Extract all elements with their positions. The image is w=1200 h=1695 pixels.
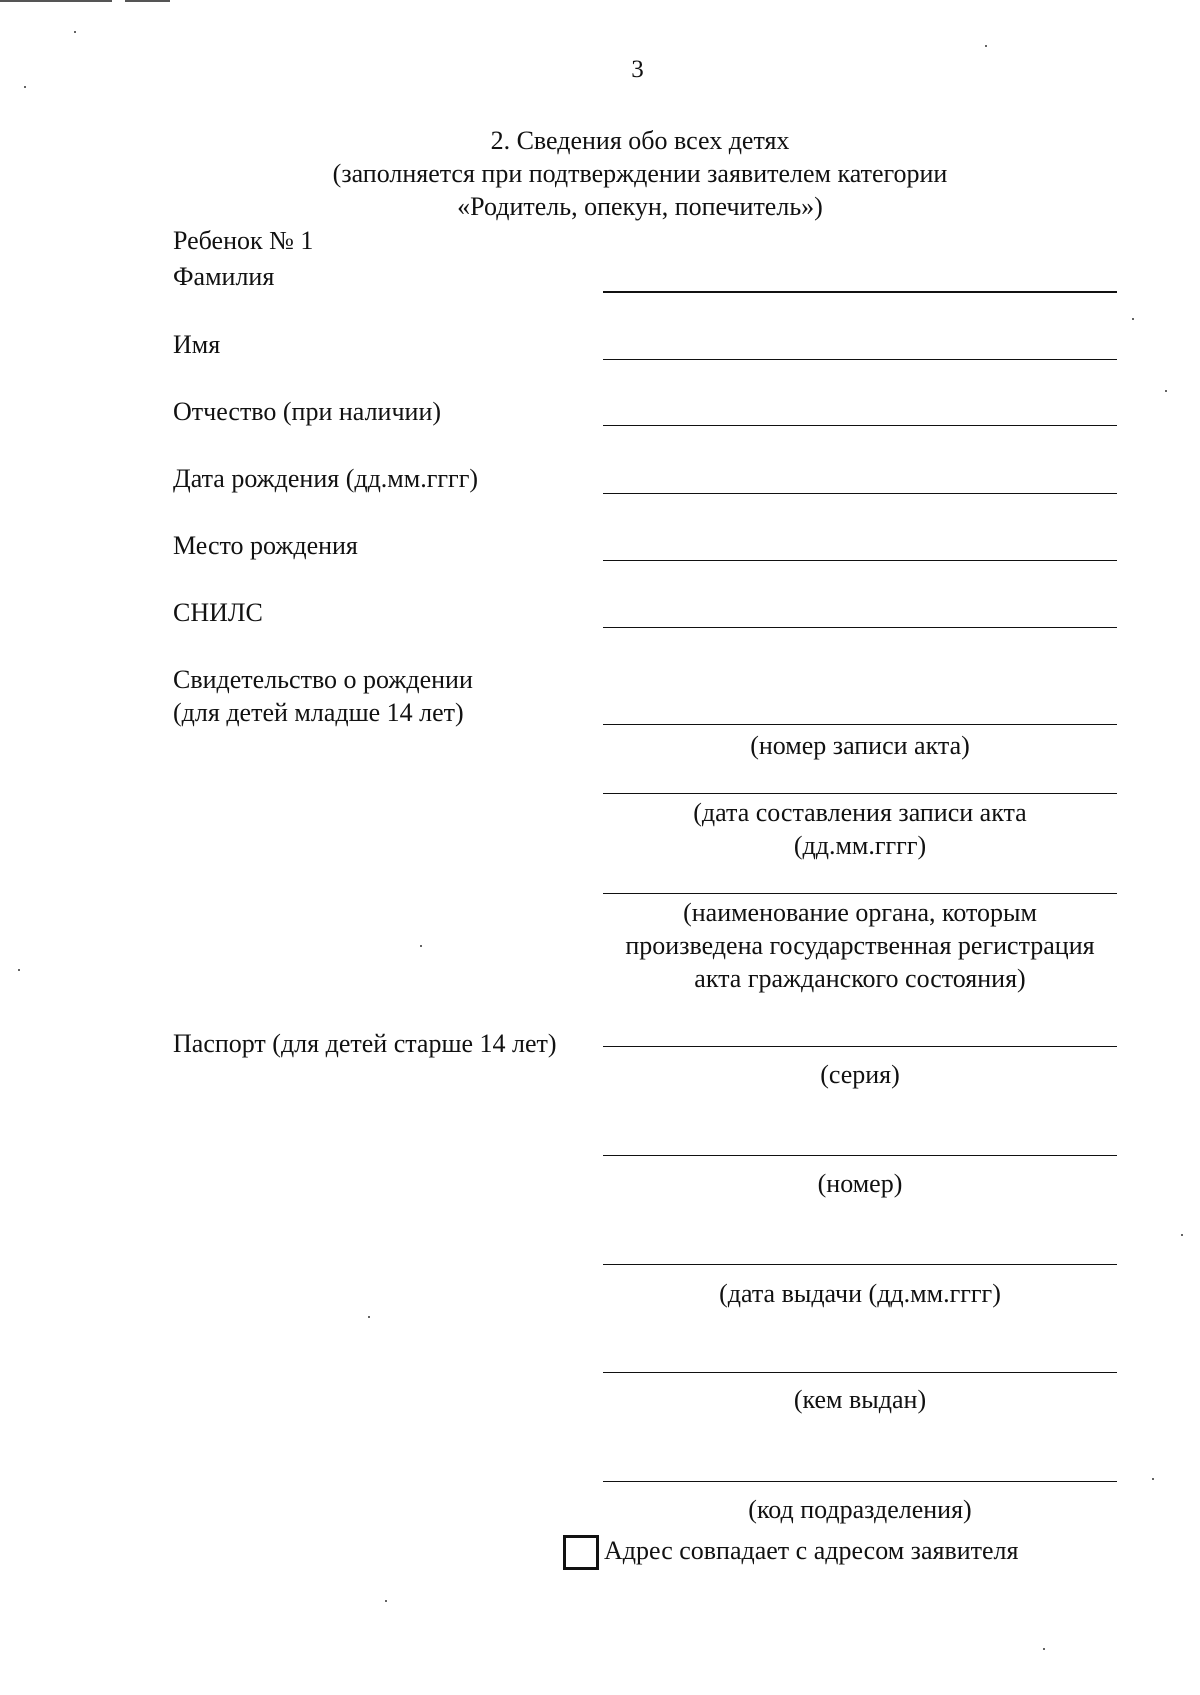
registration-authority-caption: произведена государственная регистрация	[625, 931, 1095, 960]
address-match-checkbox[interactable]	[563, 1535, 599, 1570]
registration-authority-caption: (наименование органа, которым	[683, 898, 1037, 927]
snils-label: СНИЛС	[173, 598, 263, 627]
act-date-caption: (дата составления записи акта	[693, 798, 1027, 827]
scan-speck	[1181, 1234, 1183, 1236]
passport-series-caption: (серия)	[820, 1060, 900, 1089]
name-label: Имя	[173, 330, 221, 359]
passport-issued-by-field[interactable]	[603, 1372, 1117, 1373]
scan-speck	[385, 1600, 387, 1602]
patronymic-label: Отчество (при наличии)	[173, 397, 442, 426]
birth-date-field[interactable]	[603, 493, 1117, 494]
surname-label: Фамилия	[173, 262, 275, 291]
section-subtitle-line: «Родитель, опекун, попечитель»)	[457, 192, 823, 221]
registration-authority-caption: акта гражданского состояния)	[694, 964, 1026, 993]
act-number-caption: (номер записи акта)	[750, 731, 970, 760]
birth-certificate-note: (для детей младше 14 лет)	[173, 698, 464, 727]
act-date-format-caption: (дд.мм.гггг)	[793, 831, 927, 860]
scan-speck	[18, 969, 20, 971]
section-title-line: 2. Сведения обо всех детях	[490, 126, 790, 155]
passport-series-field[interactable]	[603, 1046, 1117, 1047]
birth-date-label: Дата рождения (дд.мм.гггг)	[173, 464, 479, 493]
scan-speck	[420, 945, 422, 947]
passport-issue-date-field[interactable]	[603, 1264, 1117, 1265]
scan-speck	[74, 31, 76, 33]
surname-field[interactable]	[603, 291, 1117, 293]
passport-number-caption: (номер)	[817, 1169, 903, 1198]
passport-number-field[interactable]	[603, 1155, 1117, 1156]
passport-label: Паспорт (для детей старше 14 лет)	[173, 1029, 557, 1058]
act-date-field[interactable]	[603, 793, 1117, 794]
birth-place-label: Место рождения	[173, 531, 358, 560]
scan-mark	[0, 0, 112, 2]
scan-speck	[1165, 390, 1167, 392]
name-field[interactable]	[603, 359, 1117, 360]
act-number-field[interactable]	[603, 724, 1117, 725]
division-code-caption: (код подразделения)	[748, 1495, 972, 1524]
page-number: 3	[631, 56, 644, 83]
section-title	[260, 124, 1020, 223]
snils-field[interactable]	[603, 627, 1117, 628]
patronymic-field[interactable]	[603, 425, 1117, 426]
section-subtitle-line: (заполняется при подтверждении заявителем категории	[332, 159, 948, 188]
birth-place-field[interactable]	[603, 560, 1117, 561]
child-heading: Ребенок № 1	[173, 226, 314, 255]
division-code-field[interactable]	[603, 1481, 1117, 1482]
scan-mark	[125, 0, 170, 2]
address-match-label: Адрес совпадает с адресом заявителя	[604, 1536, 1019, 1565]
registration-authority-field[interactable]	[603, 893, 1117, 894]
scan-speck	[985, 45, 987, 47]
scan-speck	[1132, 318, 1134, 320]
passport-issue-date-caption: (дата выдачи (дд.мм.гггг)	[719, 1279, 1001, 1308]
scan-speck	[1043, 1648, 1045, 1650]
scan-speck	[1152, 1478, 1154, 1480]
passport-issued-by-caption: (кем выдан)	[793, 1385, 927, 1414]
birth-certificate-label: Свидетельство о рождении	[173, 665, 473, 694]
scan-speck	[24, 86, 26, 88]
scan-speck	[368, 1316, 370, 1318]
